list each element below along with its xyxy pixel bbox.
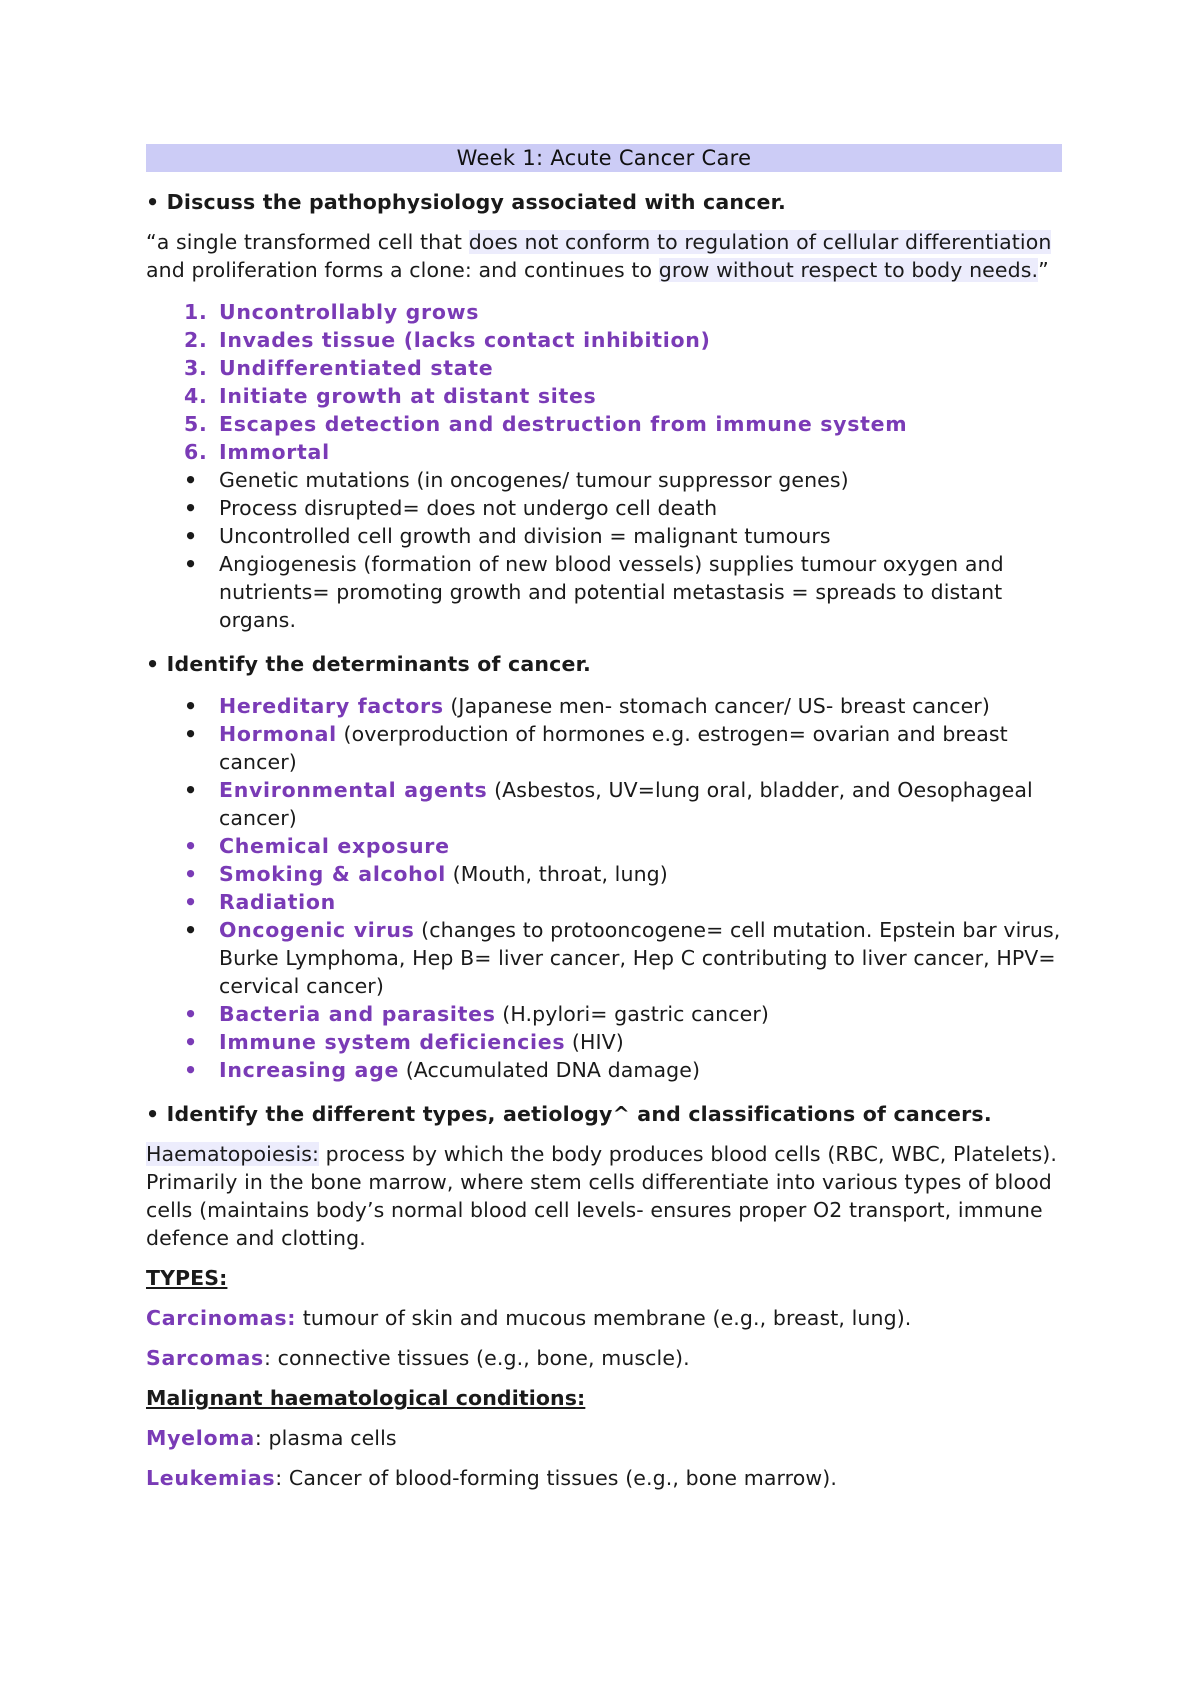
determinant-term: Hormonal [219,722,337,746]
list-item [146,466,1062,494]
list-number: 2. [184,328,208,352]
determinant-term: Environmental agents [219,778,488,802]
list-item [146,776,1062,832]
list-item [146,720,1062,776]
list-item [146,494,1062,522]
quote-text: “a single transformed cell that [146,230,469,254]
carcinomas-term: Carcinomas: [146,1306,297,1330]
bullet-icon: • [184,552,198,576]
section-heading-determinants: • Identify the determinants of cancer. [146,652,592,676]
list-item-text: Angiogenesis (formation of new blood vessels) supplies tumour oxygen and nutrients= promoting growth and potential metastasis = spreads to distant organs. [219,552,1004,632]
myeloma-paragraph [146,1424,1062,1452]
definition-quote [146,228,1062,284]
carcinomas-paragraph [146,1304,1062,1332]
quote-highlight: grow without respect to body needs. [658,258,1039,282]
bullet-icon: • [184,918,198,942]
list-item-text: Invades tissue (lacks contact inhibition) [219,328,711,352]
list-item-text: Uncontrolled cell growth and division = malignant tumours [219,524,831,548]
list-item [146,1056,1062,1084]
pathophysiology-bullets [146,466,1062,634]
bullet-icon: • [184,468,198,492]
types-heading-paragraph [146,1264,1062,1292]
list-item [146,916,1062,1000]
determinant-detail: (HIV) [565,1030,624,1054]
quote-text: and proliferation forms a clone: and continues to [146,258,659,282]
list-number: 3. [184,356,208,380]
list-item-text: Escapes detection and destruction from immune system [219,412,908,436]
section-heading-types: • Identify the different types, aetiology^ and classifications of cancers. [146,1102,992,1126]
determinant-term: Oncogenic virus [219,918,415,942]
myeloma-term: Myeloma [146,1426,255,1450]
bullet-icon: • [184,890,198,914]
list-item-text: Immortal [219,440,330,464]
haematopoiesis-text: process by which the body produces blood cells (RBC, WBC, Platelets). Primarily in the bone marrow, where stem cells differentiate into various types of blood cells (maintains body’s normal blood cell levels- ensures proper O2 transport, immune defence and clotting. [146,1142,1057,1250]
bullet-icon: • [184,496,198,520]
page-title: Week 1: Acute Cancer Care [146,144,1062,172]
quote-text: ” [1038,258,1049,282]
sarcomas-paragraph [146,1344,1062,1372]
determinant-term: Hereditary factors [219,694,444,718]
bullet-icon: • [184,722,198,746]
document-page [146,144,1062,1492]
sarcomas-term: Sarcomas [146,1346,264,1370]
bullet-icon: • [184,778,198,802]
list-item [146,298,1062,326]
list-item [146,692,1062,720]
bullet-icon: • [184,1002,198,1026]
list-number: 5. [184,412,208,436]
bullet-icon: • [184,862,198,886]
determinant-detail: (Mouth, throat, lung) [446,862,668,886]
list-item-text: Initiate growth at distant sites [219,384,597,408]
sarcomas-text: : connective tissues (e.g., bone, muscle). [263,1346,690,1370]
leukemias-text: : Cancer of blood-forming tissues (e.g., bone marrow). [275,1466,837,1490]
list-item [146,522,1062,550]
determinant-term: Chemical exposure [219,834,450,858]
carcinomas-text: tumour of skin and mucous membrane (e.g., breast, lung). [296,1306,912,1330]
determinant-term: Increasing age [219,1058,400,1082]
list-number: 1. [184,300,208,324]
list-item [146,354,1062,382]
list-item-text: Uncontrollably grows [219,300,480,324]
bullet-icon: • [184,524,198,548]
bullet-icon: • [184,1058,198,1082]
quote-highlight: does not conform to regulation of cellular differentiation [468,230,1052,254]
list-item [146,326,1062,354]
haematopoiesis-term: Haematopoiesis: [146,1142,320,1166]
list-item [146,832,1062,860]
bullet-icon: • [184,694,198,718]
list-item [146,438,1062,466]
determinant-detail: (H.pylori= gastric cancer) [495,1002,769,1026]
hallmarks-list [146,298,1062,466]
determinant-detail: (Japanese men- stomach cancer/ US- breast cancer) [443,694,990,718]
list-number: 6. [184,440,208,464]
list-item [146,860,1062,888]
myeloma-text: : plasma cells [254,1426,397,1450]
malignant-heading: Malignant haematological conditions: [146,1386,586,1410]
list-item [146,1000,1062,1028]
bullet-icon: • [184,1030,198,1054]
leukemias-term: Leukemias [146,1466,276,1490]
haematopoiesis-paragraph [146,1140,1062,1252]
leukemias-paragraph [146,1464,1062,1492]
types-heading: TYPES: [146,1266,228,1290]
list-item-text: Undifferentiated state [219,356,494,380]
list-item [146,410,1062,438]
list-item [146,382,1062,410]
malignant-heading-paragraph [146,1384,1062,1412]
determinant-detail: (Asbestos, UV=lung oral, bladder, and Oesophageal cancer) [219,778,1033,830]
determinant-detail: (Accumulated DNA damage) [399,1058,701,1082]
determinant-detail: (changes to protooncogene= cell mutation. Epstein bar virus, Burke Lymphoma, Hep B= liver cancer, Hep C contributing to liver cancer, HPV= cervical cancer) [219,918,1061,998]
determinant-term: Immune system deficiencies [219,1030,566,1054]
bullet-icon: • [184,834,198,858]
determinant-term: Radiation [219,890,336,914]
determinant-term: Bacteria and parasites [219,1002,496,1026]
list-item-text: Genetic mutations (in oncogenes/ tumour suppressor genes) [219,468,849,492]
list-item [146,888,1062,916]
list-number: 4. [184,384,208,408]
determinant-term: Smoking & alcohol [219,862,446,886]
determinants-list [146,692,1062,1084]
section-heading-pathophysiology: • Discuss the pathophysiology associated with cancer. [146,190,786,214]
list-item [146,1028,1062,1056]
list-item-text: Process disrupted= does not undergo cell death [219,496,718,520]
list-item [146,550,1062,634]
determinant-detail: (overproduction of hormones e.g. estrogen= ovarian and breast cancer) [219,722,1008,774]
